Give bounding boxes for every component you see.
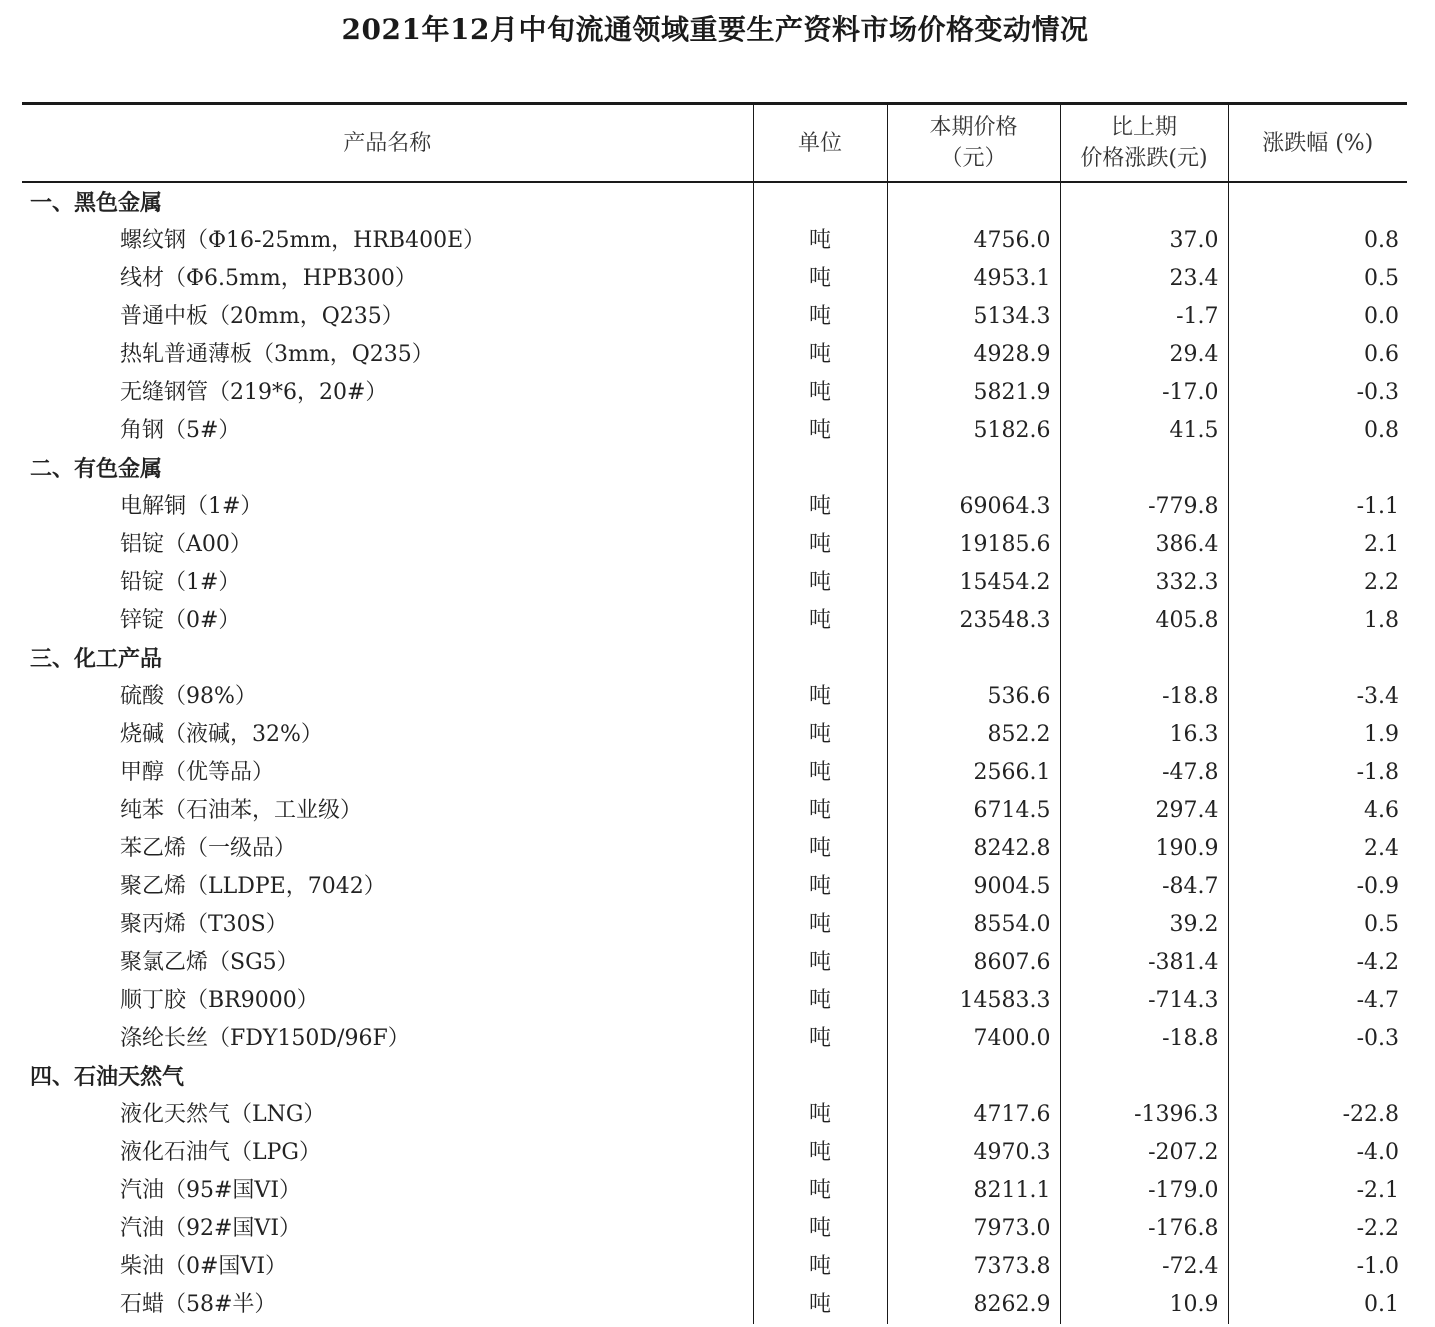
empty-cell	[887, 182, 1060, 222]
table-row	[22, 564, 1407, 602]
header-change-percent-label: 涨跌幅 (%)	[1262, 130, 1374, 156]
current-price-cell: 7973.0	[887, 1210, 1060, 1248]
empty-cell	[753, 182, 887, 222]
category-label: 三、化工产品	[30, 646, 163, 672]
unit-cell: 吨	[753, 412, 887, 450]
product-name-cell: 电解铜（1#）	[120, 494, 263, 519]
product-name-cell: 聚氯乙烯（SG5）	[120, 950, 299, 975]
empty-cell	[753, 450, 887, 488]
unit-cell: 吨	[753, 526, 887, 564]
change-percent-cell: -0.3	[1228, 1020, 1407, 1058]
current-price-cell: 69064.3	[887, 488, 1060, 526]
price-change-cell: -18.8	[1060, 678, 1228, 716]
current-price-cell: 6714.5	[887, 792, 1060, 830]
header-price-change-line1: 比上期	[1110, 115, 1177, 140]
empty-cell	[1060, 182, 1228, 222]
price-change-cell: 190.9	[1060, 830, 1228, 868]
unit-cell: 吨	[753, 564, 887, 602]
change-percent-cell: 2.2	[1228, 564, 1407, 602]
price-change-cell: -1.7	[1060, 298, 1228, 336]
category-row	[22, 450, 1407, 488]
category-row	[22, 182, 1407, 222]
change-percent-cell: 4.6	[1228, 792, 1407, 830]
unit-cell: 吨	[753, 1096, 887, 1134]
empty-cell	[1060, 1058, 1228, 1096]
table-row	[22, 678, 1407, 716]
empty-cell	[753, 1058, 887, 1096]
price-change-cell: 297.4	[1060, 792, 1228, 830]
unit-cell: 吨	[753, 906, 887, 944]
table-row	[22, 602, 1407, 640]
product-name-cell: 热轧普通薄板（3mm，Q235）	[120, 342, 434, 367]
unit-cell: 吨	[753, 944, 887, 982]
current-price-cell: 23548.3	[887, 602, 1060, 640]
product-name-cell: 角钢（5#）	[120, 418, 241, 443]
price-change-cell: 10.9	[1060, 1286, 1228, 1324]
unit-cell: 吨	[753, 754, 887, 792]
unit-cell: 吨	[753, 716, 887, 754]
current-price-cell: 5134.3	[887, 298, 1060, 336]
table-row	[22, 1210, 1407, 1248]
unit-cell: 吨	[753, 336, 887, 374]
change-percent-cell: -2.2	[1228, 1210, 1407, 1248]
current-price-cell: 5821.9	[887, 374, 1060, 412]
product-name-cell: 液化石油气（LPG）	[120, 1140, 321, 1165]
category-label: 四、石油天然气	[30, 1064, 185, 1090]
product-name-cell: 聚丙烯（T30S）	[120, 912, 288, 937]
unit-cell: 吨	[753, 374, 887, 412]
price-change-cell: 29.4	[1060, 336, 1228, 374]
table-row	[22, 1096, 1407, 1134]
header-change-percent	[1228, 104, 1407, 183]
change-percent-cell: 0.8	[1228, 222, 1407, 260]
product-name-cell: 无缝钢管（219*6，20#）	[120, 380, 388, 405]
header-product-name-label: 产品名称	[343, 130, 432, 156]
table-row	[22, 336, 1407, 374]
change-percent-cell: -4.7	[1228, 982, 1407, 1020]
price-change-cell: 41.5	[1060, 412, 1228, 450]
header-current-price-line2: （元）	[940, 146, 1007, 171]
unit-cell: 吨	[753, 1210, 887, 1248]
current-price-cell: 9004.5	[887, 868, 1060, 906]
product-name-cell: 螺纹钢（Φ16-25mm，HRB400E）	[120, 228, 486, 253]
current-price-cell: 8242.8	[887, 830, 1060, 868]
current-price-cell: 5182.6	[887, 412, 1060, 450]
table-row	[22, 1248, 1407, 1286]
unit-cell: 吨	[753, 1020, 887, 1058]
product-name-cell: 锌锭（0#）	[120, 608, 241, 633]
unit-cell: 吨	[753, 298, 887, 336]
table-row	[22, 754, 1407, 792]
unit-cell: 吨	[753, 260, 887, 298]
empty-cell	[1228, 640, 1407, 678]
current-price-cell: 4756.0	[887, 222, 1060, 260]
change-percent-cell: -4.0	[1228, 1134, 1407, 1172]
product-name-cell: 柴油（0#国VI）	[120, 1254, 288, 1279]
product-name-cell: 铝锭（A00）	[120, 532, 252, 557]
change-percent-cell: -1.1	[1228, 488, 1407, 526]
header-price-change-line2: 价格涨跌(元)	[1080, 146, 1208, 171]
current-price-cell: 7400.0	[887, 1020, 1060, 1058]
page-title: 2021年12月中旬流通领域重要生产资料市场价格变动情况	[341, 13, 1089, 46]
product-name-cell: 聚乙烯（LLDPE，7042）	[120, 874, 386, 899]
table-row	[22, 944, 1407, 982]
current-price-cell: 4717.6	[887, 1096, 1060, 1134]
change-percent-cell: -0.3	[1228, 374, 1407, 412]
product-name-cell: 苯乙烯（一级品）	[120, 836, 297, 861]
change-percent-cell: 2.4	[1228, 830, 1407, 868]
table-row	[22, 298, 1407, 336]
current-price-cell: 4970.3	[887, 1134, 1060, 1172]
empty-cell	[1228, 450, 1407, 488]
product-name-cell: 纯苯（石油苯，工业级）	[120, 798, 363, 823]
unit-cell: 吨	[753, 678, 887, 716]
change-percent-cell: 2.1	[1228, 526, 1407, 564]
current-price-cell: 15454.2	[887, 564, 1060, 602]
product-name-cell: 烧碱（液碱，32%）	[120, 722, 323, 747]
product-name-cell: 线材（Φ6.5mm，HPB300）	[120, 266, 417, 291]
empty-cell	[1060, 450, 1228, 488]
table-row	[22, 1172, 1407, 1210]
current-price-cell: 14583.3	[887, 982, 1060, 1020]
current-price-cell: 4928.9	[887, 336, 1060, 374]
category-label: 一、黑色金属	[30, 190, 163, 216]
table-row	[22, 374, 1407, 412]
price-change-cell: -72.4	[1060, 1248, 1228, 1286]
product-name-cell: 铅锭（1#）	[120, 570, 241, 595]
current-price-cell: 4953.1	[887, 260, 1060, 298]
change-percent-cell: -1.0	[1228, 1248, 1407, 1286]
header-row	[22, 104, 1407, 183]
unit-cell: 吨	[753, 602, 887, 640]
product-name-cell: 顺丁胶（BR9000）	[120, 988, 319, 1013]
change-percent-cell: 0.6	[1228, 336, 1407, 374]
table-row	[22, 716, 1407, 754]
price-change-cell: 37.0	[1060, 222, 1228, 260]
current-price-cell: 8607.6	[887, 944, 1060, 982]
table-row	[22, 830, 1407, 868]
table-body	[22, 182, 1407, 1324]
unit-cell: 吨	[753, 1172, 887, 1210]
change-percent-cell: -2.1	[1228, 1172, 1407, 1210]
change-percent-cell: -4.2	[1228, 944, 1407, 982]
current-price-cell: 536.6	[887, 678, 1060, 716]
empty-cell	[1060, 640, 1228, 678]
unit-cell: 吨	[753, 222, 887, 260]
header-product-name	[22, 104, 753, 183]
change-percent-cell: 0.0	[1228, 298, 1407, 336]
header-unit-label: 单位	[797, 130, 842, 156]
current-price-cell: 8262.9	[887, 1286, 1060, 1324]
table-row	[22, 868, 1407, 906]
table-row	[22, 906, 1407, 944]
current-price-cell: 2566.1	[887, 754, 1060, 792]
empty-cell	[887, 1058, 1060, 1096]
product-name-cell: 甲醇（优等品）	[120, 760, 275, 785]
table-row	[22, 222, 1407, 260]
price-change-cell: -176.8	[1060, 1210, 1228, 1248]
product-name-cell: 硫酸（98%）	[120, 684, 257, 709]
table-row	[22, 1286, 1407, 1324]
current-price-cell: 8211.1	[887, 1172, 1060, 1210]
price-change-cell: -1396.3	[1060, 1096, 1228, 1134]
price-change-cell: 386.4	[1060, 526, 1228, 564]
price-change-cell: -779.8	[1060, 488, 1228, 526]
empty-cell	[1228, 1058, 1407, 1096]
unit-cell: 吨	[753, 1286, 887, 1324]
table-row	[22, 1134, 1407, 1172]
current-price-cell: 19185.6	[887, 526, 1060, 564]
table-header	[22, 104, 1407, 183]
price-change-cell: -714.3	[1060, 982, 1228, 1020]
change-percent-cell: -3.4	[1228, 678, 1407, 716]
change-percent-cell: 0.5	[1228, 260, 1407, 298]
unit-cell: 吨	[753, 868, 887, 906]
empty-cell	[1228, 182, 1407, 222]
category-row	[22, 640, 1407, 678]
empty-cell	[887, 450, 1060, 488]
price-change-cell: -381.4	[1060, 944, 1228, 982]
price-change-cell: 39.2	[1060, 906, 1228, 944]
header-unit	[753, 104, 887, 183]
change-percent-cell: -22.8	[1228, 1096, 1407, 1134]
change-percent-cell: 0.5	[1228, 906, 1407, 944]
price-change-cell: -207.2	[1060, 1134, 1228, 1172]
table-row	[22, 526, 1407, 564]
price-change-cell: 332.3	[1060, 564, 1228, 602]
product-name-cell: 涤纶长丝（FDY150D/96F）	[120, 1026, 410, 1051]
table-row	[22, 792, 1407, 830]
header-current-price	[887, 104, 1060, 183]
category-row	[22, 1058, 1407, 1096]
category-label: 二、有色金属	[30, 456, 163, 482]
change-percent-cell: 1.8	[1228, 602, 1407, 640]
empty-cell	[887, 640, 1060, 678]
current-price-cell: 8554.0	[887, 906, 1060, 944]
header-price-change	[1060, 104, 1228, 183]
unit-cell: 吨	[753, 1248, 887, 1286]
price-change-cell: -17.0	[1060, 374, 1228, 412]
price-change-cell: 405.8	[1060, 602, 1228, 640]
change-percent-cell: -0.9	[1228, 868, 1407, 906]
change-percent-cell: -1.8	[1228, 754, 1407, 792]
current-price-cell: 852.2	[887, 716, 1060, 754]
change-percent-cell: 0.8	[1228, 412, 1407, 450]
table-row	[22, 488, 1407, 526]
change-percent-cell: 0.1	[1228, 1286, 1407, 1324]
table-row	[22, 1020, 1407, 1058]
unit-cell: 吨	[753, 1134, 887, 1172]
unit-cell: 吨	[753, 792, 887, 830]
price-change-cell: 23.4	[1060, 260, 1228, 298]
product-name-cell: 汽油（95#国VI）	[120, 1178, 302, 1203]
change-percent-cell: 1.9	[1228, 716, 1407, 754]
unit-cell: 吨	[753, 830, 887, 868]
unit-cell: 吨	[753, 982, 887, 1020]
current-price-cell: 7373.8	[887, 1248, 1060, 1286]
header-current-price-line1: 本期价格	[929, 115, 1018, 140]
price-change-cell: -179.0	[1060, 1172, 1228, 1210]
product-name-cell: 普通中板（20mm，Q235）	[120, 304, 404, 329]
price-table	[22, 102, 1407, 1324]
price-change-cell: -18.8	[1060, 1020, 1228, 1058]
unit-cell: 吨	[753, 488, 887, 526]
table-row	[22, 260, 1407, 298]
table-row	[22, 982, 1407, 1020]
price-change-cell: -84.7	[1060, 868, 1228, 906]
product-name-cell: 汽油（92#国VI）	[120, 1216, 302, 1241]
product-name-cell: 石蜡（58#半）	[120, 1292, 277, 1317]
table-row	[22, 412, 1407, 450]
price-change-cell: -47.8	[1060, 754, 1228, 792]
price-change-cell: 16.3	[1060, 716, 1228, 754]
product-name-cell: 液化天然气（LNG）	[120, 1102, 326, 1127]
empty-cell	[753, 640, 887, 678]
